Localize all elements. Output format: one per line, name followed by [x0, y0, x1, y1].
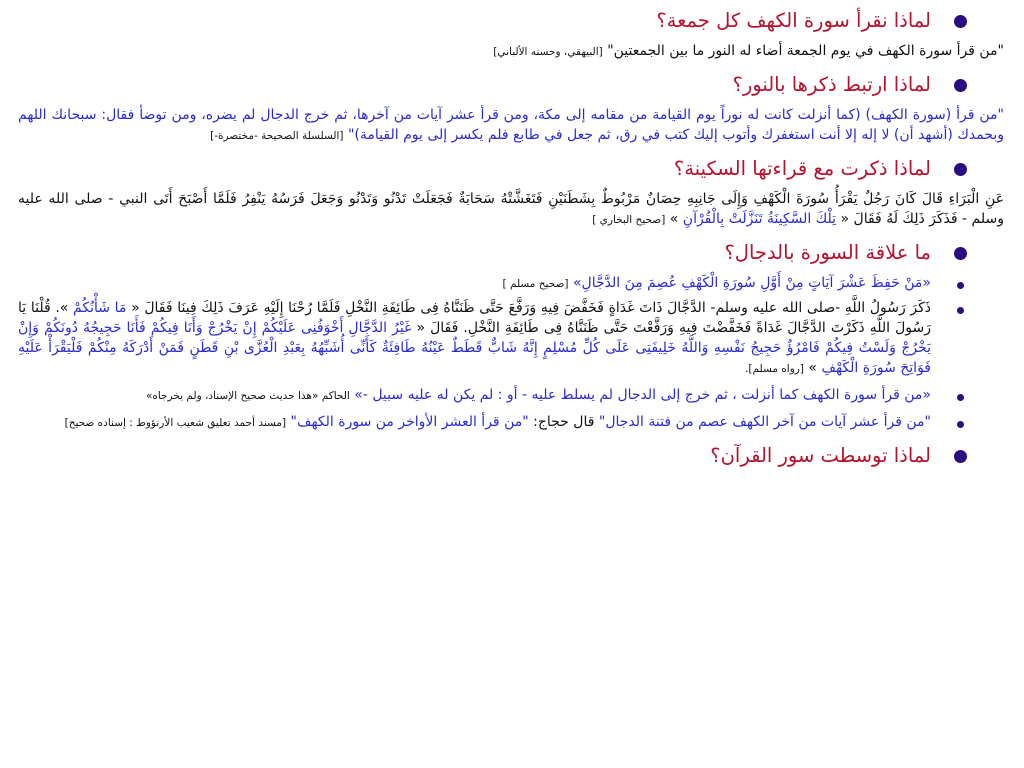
heading-tranquility-text: لماذا ذكرت مع قراءتها السكينة؟	[673, 157, 931, 180]
paragraph-friday-hadith	[0, 41, 1024, 62]
friday-hadith-quote: "من قرأ سورة الكهف في يوم الجمعة أضاء له النور ما بين الجمعتين"	[607, 43, 1004, 59]
light-hadith-source: [السلسلة الصحيحة -مختصرة-]	[210, 130, 344, 142]
muslim-hadith-source: [صحيح مسلم ]	[502, 278, 569, 290]
dajjal-long-source: [رواه مسلم].	[745, 363, 804, 375]
dajjal-quote-end: »	[808, 360, 817, 376]
bullet-icon	[954, 163, 967, 176]
heading-friday-text: لماذا نقرأ سورة الكهف كل جمعة؟	[656, 9, 931, 32]
bullet-icon	[954, 15, 967, 28]
heading-middle-quran	[0, 439, 1024, 472]
tranquility-quote-end: »	[669, 211, 679, 227]
list-item-ahmad-hadith	[0, 412, 1024, 433]
muslim-hadith-quote: «مَنْ حَفِظَ عَشْرَ آيَاتٍ مِنْ أَوَّلِ سُورَةِ الْكَهْفِ عُصِمَ مِنَ الدَّجَّالِ»	[572, 275, 931, 291]
tranquility-narration: عَنِ الْبَرَاءِ قَالَ كَانَ رَجُلٌ يَقْرَأُ سُورَةَ الْكَهْفِ وَإِلَى جَانِبِهِ حِصَانٌ مَرْبُوطٌ بِشَطَنَيْنِ فَتَغَشَّتْهُ سَحَابَةٌ فَجَعَلَتْ تَدْنُو وَتَدْنُو وَجَعَلَ فَرَسُهُ يَنْفِرُ فَلَمَّا أَصْبَحَ أَتَى النبي - صلى الله عليه وسلم - فَذَكَرَ ذَلِكَ لَهُ فَقَالَ «	[18, 191, 1004, 227]
bullet-icon	[957, 421, 964, 428]
ahmad-hadith-quote-2: "من قرأ العشر الأواخر من سورة الكهف"	[290, 414, 529, 430]
heading-light-text: لماذا ارتبط ذكرها بالنور؟	[732, 73, 931, 96]
tranquility-source: [صحيح البخاري ]	[592, 214, 666, 226]
dajjal-quote-2: غَيْرُ الدَّجَّالِ أَخْوَفُنِى عَلَيْكُمْ إِنْ يَخْرُجْ وَأَنَا فِيكُمْ فَأَنَا حَجِيجُهُ دُونَكُمْ وَإِنْ يَخْرُجْ وَلَسْتُ فِيكُمْ فَامْرُؤٌ حَجِيجُ نَفْسِهِ وَاللَّهُ خَلِيفَتِى عَلَى كُلِّ مُسْلِمٍ إِنَّهُ شَابٌّ قَطَطٌ عَيْنُهُ طَافِئَةٌ كَأَنِّى أُشَبِّهُهُ بِعَبْدِ الْعُزَّى بْنِ قَطَنٍ فَمَنْ أَدْرَكَهُ مِنْكُمْ فَلْيَقْرَأْ عَلَيْهِ فَوَاتِحَ سُورَةِ الْكَهْفِ	[18, 320, 931, 376]
hakim-hadith-quote: «من قرأ سورة الكهف كما أنزلت ، ثم خرج إلى الدجال لم يسلط عليه - أو : لم يكن له عليه سبيل -»	[354, 387, 931, 403]
hakim-hadith-source: الحاكم «هذا حديث صحيح الإسناد، ولم يخرجاه»	[145, 390, 350, 402]
dajjal-quote-1: مَا شَأْنُكُمْ	[73, 300, 127, 316]
friday-hadith-source: [البيهقي، وحسنه الألباني]	[493, 46, 603, 58]
heading-dajjal	[0, 236, 1024, 269]
bullet-icon	[957, 307, 964, 314]
paragraph-tranquility-hadith	[0, 189, 1024, 230]
ahmad-hadith-source: [مسند أحمد تعليق شعيب الأرنؤوط : إسناده صحيح]	[64, 417, 287, 429]
light-hadith-quote: "من قرأ (سورة الكهف) (كما أنزلت كانت له نوراً يوم القيامة من مقامه إلى مكة، ومن قرأ عشر آيات من آخرها، ثم خرج الدجال لم يضره، ومن توضأ فقال: سبحانك اللهم وبحمدك (أشهد أن) لا إله إلا أنت استغفرك وأتوب إليك كتب في رق، ثم جعل في طابع فلم يكسر إلى يوم القيامة)"	[18, 107, 1004, 143]
heading-dajjal-text: ما علاقة السورة بالدجال؟	[724, 241, 931, 264]
heading-tranquility	[0, 152, 1024, 185]
bullet-icon	[957, 394, 964, 401]
bullet-icon	[954, 247, 967, 260]
dajjal-narration-2: ». قُلْنَا يَا رَسُولَ اللَّهِ ذَكَرْتَ الدَّجَّالَ غَدَاةً فَخَفَّضْتَ فِيهِ وَرَفَّعْتَ حَتَّى ظَنَنَّاهُ فِى طَائِفَةِ النَّخْلِ. فَقَالَ «	[18, 300, 932, 336]
bullet-icon	[954, 450, 967, 463]
tranquility-prophet-quote: تِلْكَ السَّكِينَةُ تَنَزَّلَتْ بِالْقُرْآنِ	[682, 211, 837, 227]
list-item-hakim-hadith	[0, 385, 1024, 406]
dajjal-narration-1: ذَكَرَ رَسُولُ اللَّهِ -صلى الله عليه وسلم- الدَّجَّالَ ذَاتَ غَدَاةٍ فَخَفَّضَ فِيهِ وَرَفَّعَ حَتَّى ظَنَنَّاهُ فِى طَائِفَةِ النَّخْلِ فَلَمَّا رُحْنَا إِلَيْهِ عَرَفَ ذَلِكَ فِينَا فَقَالَ «	[131, 300, 932, 316]
bullet-icon	[957, 282, 964, 289]
heading-friday	[0, 4, 1024, 37]
heading-middle-quran-text: لماذا توسطت سور القرآن؟	[710, 444, 931, 467]
heading-light	[0, 68, 1024, 101]
list-item-muslim-hadith	[0, 273, 1024, 294]
paragraph-light-hadith	[0, 105, 1024, 146]
list-item-dajjal-long-hadith	[0, 298, 1024, 379]
ahmad-hadith-narrator: قال حجاج:	[528, 414, 595, 430]
bullet-icon	[954, 79, 967, 92]
ahmad-hadith-quote-1: "من قرأ عشر آيات من آخر الكهف عصم من فتنة الدجال"	[598, 414, 931, 430]
